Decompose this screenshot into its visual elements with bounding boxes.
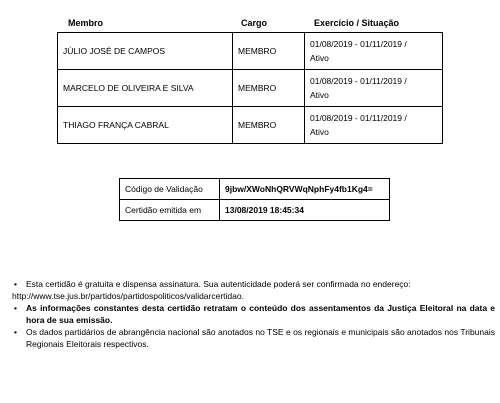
note-informacoes [12, 302, 495, 326]
table-row [120, 200, 390, 221]
member-cargo: MEMBRO [233, 33, 305, 70]
member-exercicio [305, 33, 443, 70]
note-gratuita [12, 278, 495, 302]
member-periodo: 01/08/2019 - 01/11/2019 / [310, 76, 407, 86]
emitted-value: 13/08/2019 18:45:34 [220, 200, 390, 221]
member-situacao: Ativo [310, 127, 329, 137]
column-header-cargo: Cargo [241, 18, 268, 28]
note-dados-partidarios [12, 326, 495, 350]
members-table [57, 32, 443, 144]
member-cargo: MEMBRO [233, 107, 305, 144]
notes-section [12, 278, 495, 350]
table-row [58, 107, 443, 144]
validation-code-value: 9jbw/XWoNhQRVWqNphFy4fb1Kg4= [220, 179, 390, 200]
member-cargo: MEMBRO [233, 70, 305, 107]
emitted-label: Certidão emitida em [120, 200, 220, 221]
bullet-icon: • [14, 303, 17, 313]
table-row [58, 33, 443, 70]
validation-table [119, 178, 390, 221]
member-name: MARCELO DE OLIVEIRA E SILVA [58, 70, 233, 107]
member-exercicio [305, 107, 443, 144]
note-text: Os dados partidários de abrangência nacional são anotados no TSE e os regionais e municipais são anotados nos Tribunais Regionais Eleitorais respectivos. [26, 327, 495, 349]
note-text: Esta certidão é gratuita e dispensa assinatura. Sua autenticidade poderá ser confirmada no endereço: [26, 279, 411, 289]
validation-code-label: Código de Validação [120, 179, 220, 200]
note-text: As informações constantes desta certidão retratam o conteúdo dos assentamentos da Justiça Eleitoral na data e hora de sua emissão. [26, 303, 495, 325]
table-row [58, 70, 443, 107]
bullet-icon: • [14, 327, 17, 337]
table-row [120, 179, 390, 200]
bullet-icon: • [14, 279, 17, 289]
member-situacao: Ativo [310, 90, 329, 100]
member-exercicio [305, 70, 443, 107]
member-periodo: 01/08/2019 - 01/11/2019 / [310, 113, 407, 123]
member-situacao: Ativo [310, 53, 329, 63]
validation-url: http://www.tse.jus.br/partidos/partidospoliticos/validarcertidao. [12, 291, 244, 301]
member-name: THIAGO FRANÇA CABRAL [58, 107, 233, 144]
column-header-membro: Membro [68, 18, 104, 28]
member-name: JÚLIO JOSÉ DE CAMPOS [58, 33, 233, 70]
member-periodo: 01/08/2019 - 01/11/2019 / [310, 39, 407, 49]
column-header-exercicio: Exercício / Situação [314, 18, 400, 28]
